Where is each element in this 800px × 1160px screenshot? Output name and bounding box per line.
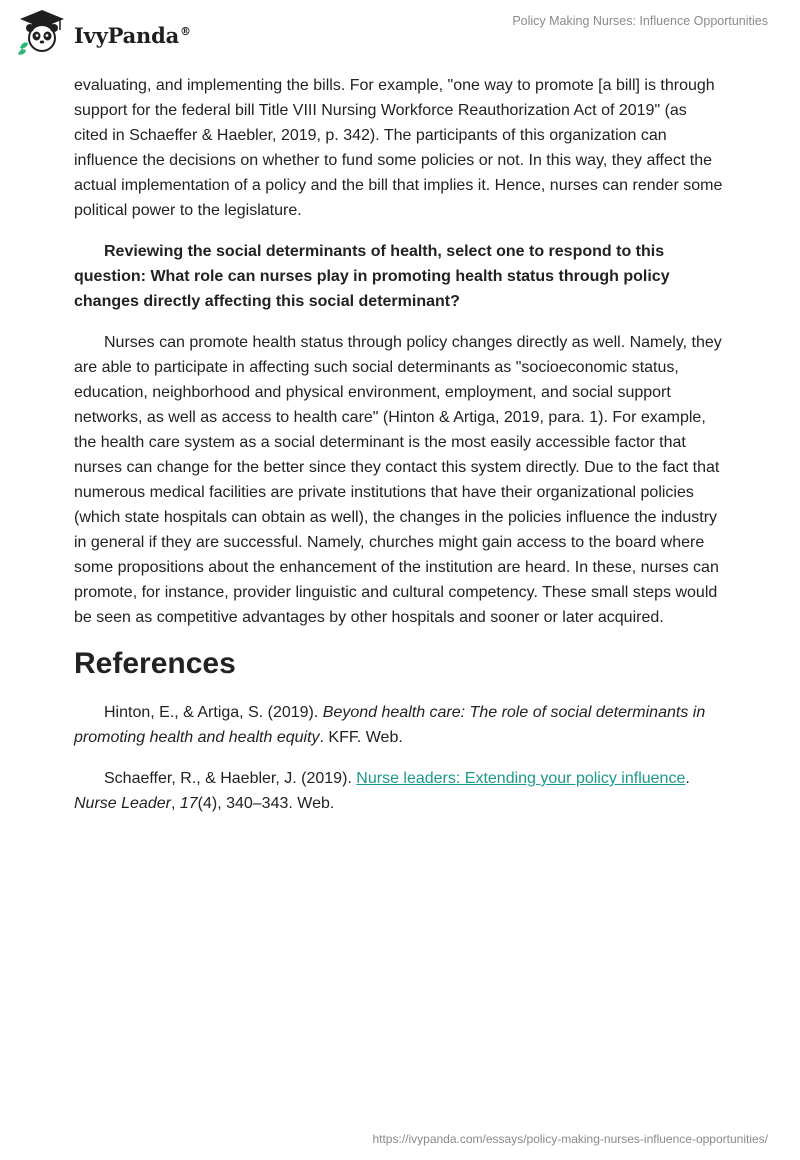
page-header [0,0,800,68]
logo-wordmark [74,23,191,48]
question-heading: Reviewing the social determinants of health, select one to respond to this question: What role can nurses play in promoting health status through policy changes directly affecting this social determinant? [74,243,670,310]
ref-1-authors: Hinton, E., & Artiga, S. (2019). [104,704,323,721]
reference-item-1 [74,700,724,750]
ref-2-journal: Nurse Leader [74,795,171,812]
logo-text: IvyPanda [74,22,180,48]
footer-url: https://ivypanda.com/essays/policy-making-nurses-influence-opportunities/ [372,1132,768,1146]
ref-1-title: Beyond health care: The role of social determinants in promoting health and health equity [74,704,706,746]
ref-2-authors: Schaeffer, R., & Haebler, J. (2019). [104,770,357,787]
ref-1-rest: . KFF. Web. [319,729,403,746]
essay-content [74,73,724,832]
ivypanda-logo[interactable] [16,8,191,56]
ref-2-sep: , [170,795,180,812]
ref-2-volume: 17 [179,795,198,812]
document-title: Policy Making Nurses: Influence Opportunities [512,14,768,28]
references-heading: References [74,647,236,680]
body-paragraph-1: evaluating, and implementing the bills. For example, "one way to promote [a bill] is through support for the federal bill Title VIII Nursing Workforce Reauthorization Act of 2019" (as cited in Schaeffer & Haebler, 2019, p. 342). The participants of this organization can influence the decisions on whether to fund some policies or not. In this way, they affect the actual implementation of a policy and the bill that implies it. Hence, nurses can render some political power to the legislature. [74,77,723,219]
panda-graduate-icon [16,8,68,56]
registered-mark: ® [180,24,191,38]
reference-item-2 [74,766,724,816]
body-paragraph-2: Nurses can promote health status through policy changes directly as well. Namely, they are able to participate in affecting such social determinants as "socioeconomic status, education, neighborhood and physical environment, employment, and social support networks, as well as access to health care" (Hinton & Artiga, 2019, para. 1). For example, the health care system as a social determinant is the most easily accessible factor that nurses can change for the better since they contact this system directly. Due to the fact that numerous medical facilities are private institutions that have their organizational policies (which state hospitals can obtain as well), the changes in the policies influence the industry in general if they are successful. Namely, churches might gain access to the board where some propositions about the enhancement of the institution are heard. In these, nurses can promote, for instance, provider linguistic and cultural competency. These small steps would be seen as competitive advantages by other hospitals and sooner or later acquired. [74,334,722,626]
ref-2-rest: (4), 340–343. Web. [197,795,335,812]
ref-2-link[interactable]: Nurse leaders: Extending your policy influence [356,770,686,787]
ref-2-after-link: . [685,770,690,787]
